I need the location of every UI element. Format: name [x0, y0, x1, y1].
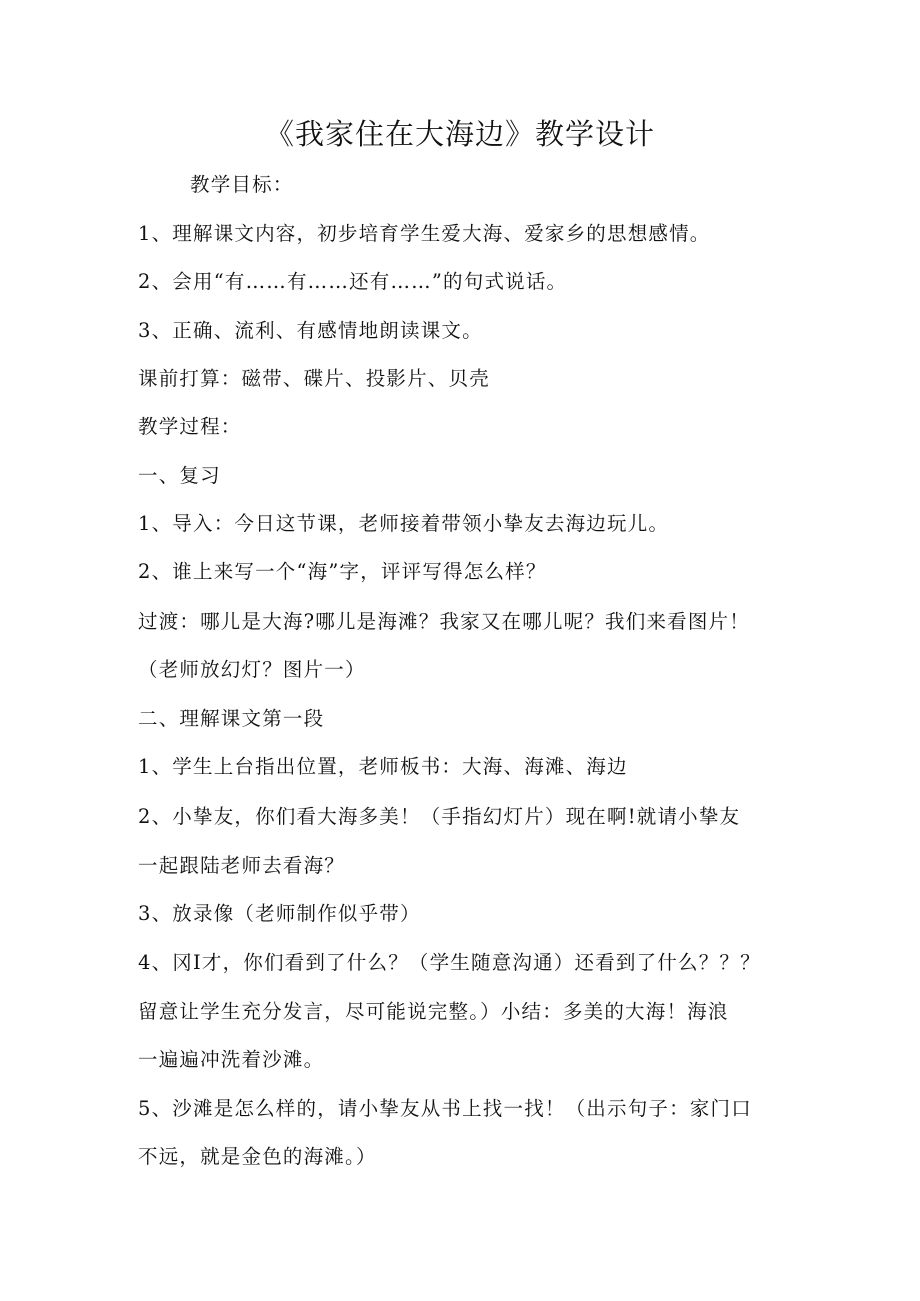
text-line: 2、会用“有……有……还有……”的句式说话。 [138, 270, 568, 293]
text-line: 1、导入：今日这节课，老师接着带领小挚友去海边玩儿。 [138, 512, 670, 535]
text-line: 2、小挚友，你们看大海多美！（手指幻灯片）现在啊!就请小挚友 [138, 805, 741, 828]
text-line: 5、沙滩是怎么样的，请小挚友从书上找一找！（出示句子：家门口 [138, 1097, 752, 1120]
text-line: 3、放录像（老师制作似乎带） [138, 902, 421, 925]
text-line: 3、正确、流利、有感情地朗读课文。 [138, 319, 483, 342]
text-line: 不远，就是金色的海滩。） [138, 1145, 377, 1168]
text-line: 一、复习 [138, 464, 221, 487]
document-title: 《我家住在大海边》教学设计 [264, 117, 655, 151]
text-line: 1、学生上台指出位置，老师板书：大海、海滩、海边 [138, 755, 628, 778]
text-line: 二、理解课文第一段 [138, 707, 325, 730]
text-line: 过渡：哪儿是大海?哪儿是海滩？我家又在哪儿呢？我们来看图片！ [138, 610, 750, 633]
text-line: 一遍遍冲洗着沙滩。 [138, 1048, 325, 1071]
text-line: 4、冈I才，你们看到了什么？（学生随意沟通）还看到了什么？？？ [138, 951, 761, 974]
text-line: 课前打算：磁带、碟片、投影片、贝壳 [138, 367, 490, 390]
text-line: （老师放幻灯？图片一） [138, 658, 366, 681]
text-line: 2、谁上来写一个“海”字，评评写得怎么样？ [138, 560, 547, 583]
text-line: 留意让学生充分发言，尽可能说完整。）小结：多美的大海！海浪 [138, 1000, 729, 1023]
text-line: 教学过程： [138, 415, 242, 438]
text-line: 一起跟陆老师去看海？ [138, 854, 346, 877]
text-line: 1、理解课文内容，初步培育学生爱大海、爱家乡的思想感情。 [138, 222, 711, 245]
text-line: 教学目标： [190, 173, 294, 196]
